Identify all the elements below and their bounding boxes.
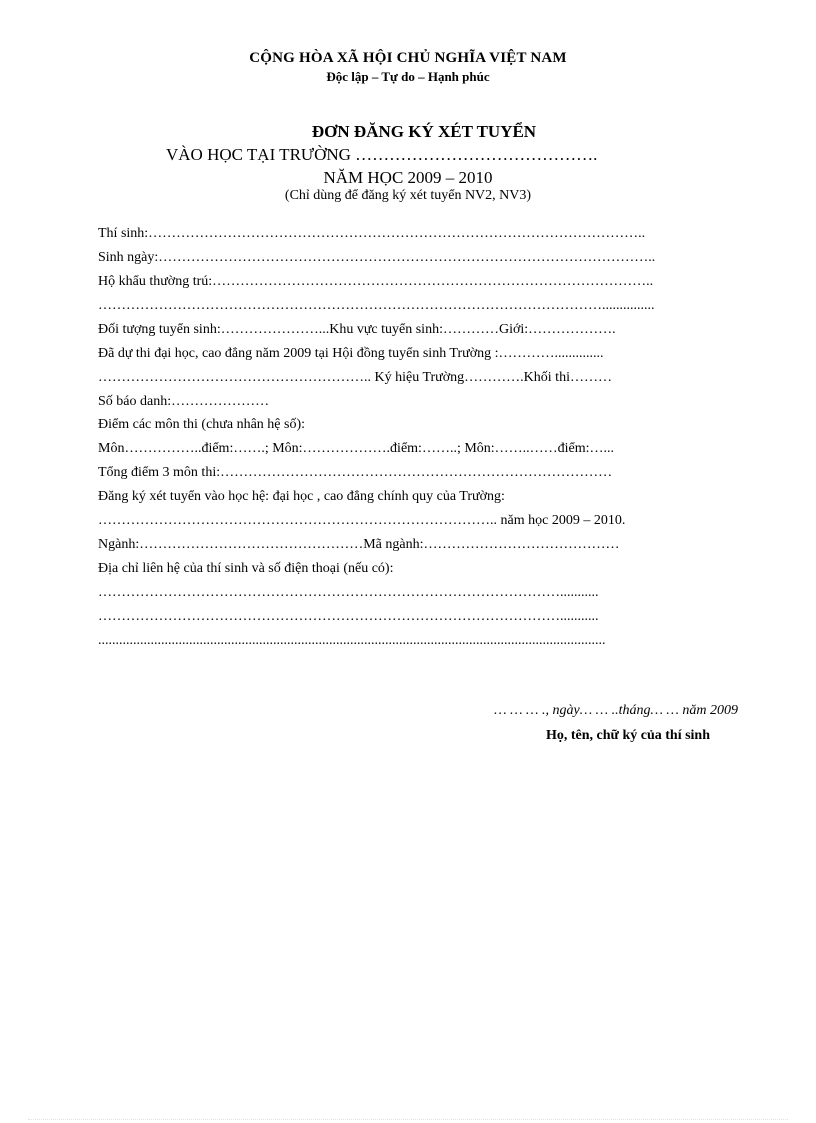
field-contact-line-1: ………………………………………………………………………………………........... <box>98 585 599 600</box>
field-priority-region-gender: Đối tượng tuyển sinh:…………………...Khu vực tuyển sinh:…………Giới:………………. <box>98 322 616 337</box>
field-scores-label: Điểm các môn thi (chưa nhân hệ số): <box>98 417 306 432</box>
field-candidate-name: Thí sinh:…………………………………………………………………………………………….. <box>98 226 646 241</box>
field-residence-continued: ………………………………………………………………………………………………............... <box>98 298 655 313</box>
footer-signature-label: Họ, tên, chữ ký của thí sinh <box>546 728 710 743</box>
page-bottom-divider <box>28 1119 788 1120</box>
field-subject-scores: Môn……………..điểm:…….; Môn:……………….điểm:……..; Môn:……..……điểm:…... <box>98 441 615 456</box>
field-registration-number: Số báo danh:………………… <box>98 394 270 409</box>
nation-header: CỘNG HÒA XÃ HỘI CHỦ NGHĨA VIỆT NAM <box>249 50 567 66</box>
footer-date: … … … ., ngày… … ..tháng… … năm 2009 <box>494 703 738 718</box>
field-school-year: ………………………………………………………………………….. năm học 2009 – 2010. <box>98 513 626 528</box>
field-total-score: Tổng điểm 3 môn thi:………………………………………………………………………… <box>98 465 613 480</box>
field-program-type: Đăng ký xét tuyển vào học hệ: đại học , cao đẳng chính quy của Trường: <box>98 489 505 504</box>
form-title: ĐƠN ĐĂNG KÝ XÉT TUYỂN <box>311 122 537 141</box>
field-contact-line-3: ................................................................................................................................................. <box>98 633 606 648</box>
field-school-code-block: ………………………………………………….. Ký hiệu Trường………….Khối thi……… <box>98 370 612 385</box>
form-title-note: (Chỉ dùng để đăng ký xét tuyển NV2, NV3) <box>284 188 532 203</box>
field-exam-council: Đã dự thi đại học, cao đẳng năm 2009 tại Hội đồng tuyển sinh Trường :………….............. <box>98 346 604 361</box>
motto-header: Độc lập – Tự do – Hạnh phúc <box>326 69 490 84</box>
field-contact-label: Địa chỉ liên hệ của thí sinh và số điện thoại (nếu có): <box>98 561 394 576</box>
form-title-year: NĂM HỌC 2009 – 2010 <box>323 168 493 187</box>
form-title-school: VÀO HỌC TẠI TRƯỜNG ……………………………………. <box>166 145 598 164</box>
field-date-of-birth: Sinh ngày:…………………………………………………………………………………………….. <box>98 250 656 265</box>
field-contact-line-2: ………………………………………………………………………………………........... <box>98 609 599 624</box>
field-residence: Hộ khẩu thường trú:………………………………………………………………………………….. <box>98 274 654 289</box>
field-major-code: Ngành:…………………………………………Mã ngành:…………………………………… <box>98 537 620 552</box>
